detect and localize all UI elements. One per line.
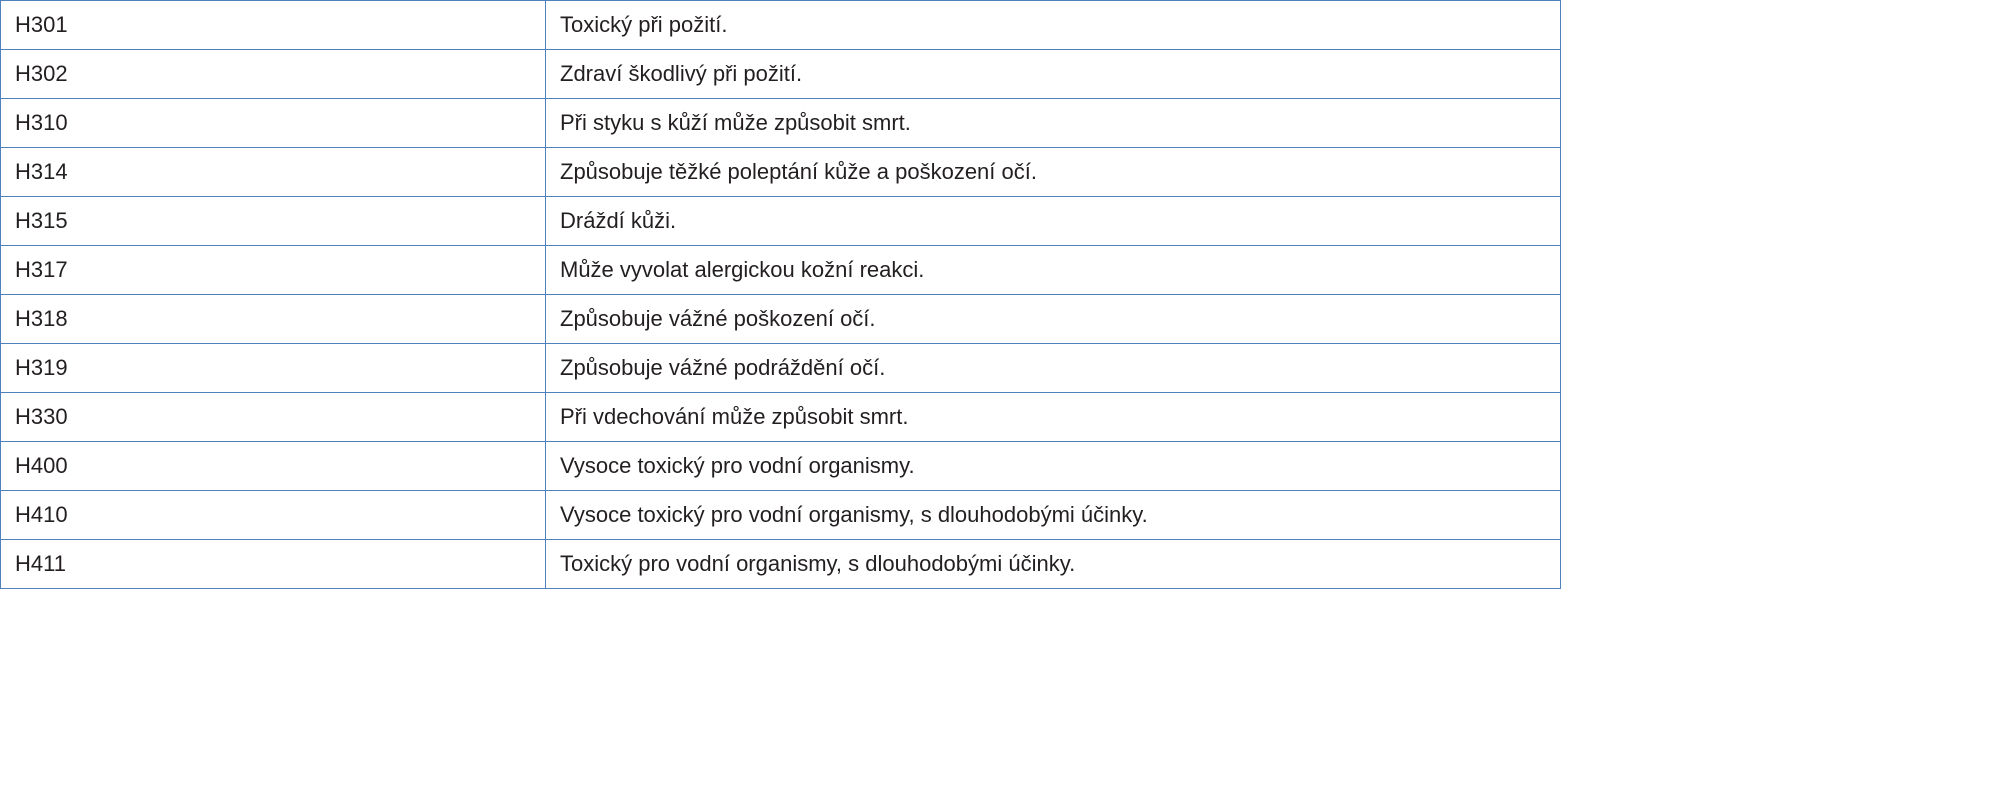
- table-row: [1, 393, 1561, 442]
- table-row: [1, 295, 1561, 344]
- table-row: [1, 197, 1561, 246]
- hazard-statement-cell: Zdraví škodlivý při požití.: [546, 50, 1561, 99]
- hazard-statement-cell: Toxický při požití.: [546, 1, 1561, 50]
- hazard-code-cell: H319: [1, 344, 546, 393]
- hazard-statement-cell: Může vyvolat alergickou kožní reakci.: [546, 246, 1561, 295]
- hazard-code-cell: H330: [1, 393, 546, 442]
- hazard-statement-cell: Způsobuje vážné poškození očí.: [546, 295, 1561, 344]
- hazard-code-cell: H411: [1, 540, 546, 589]
- hazard-statement-cell: Způsobuje těžké poleptání kůže a poškození očí.: [546, 148, 1561, 197]
- hazard-statement-cell: Při vdechování může způsobit smrt.: [546, 393, 1561, 442]
- hazard-statement-cell: Toxický pro vodní organismy, s dlouhodobými účinky.: [546, 540, 1561, 589]
- table-row: [1, 246, 1561, 295]
- table-row: [1, 1, 1561, 50]
- hazard-code-cell: H302: [1, 50, 546, 99]
- table-row: [1, 148, 1561, 197]
- table-row: [1, 50, 1561, 99]
- table-body: [1, 1, 1561, 589]
- table-row: [1, 540, 1561, 589]
- hazard-statement-cell: Vysoce toxický pro vodní organismy.: [546, 442, 1561, 491]
- hazard-code-cell: H400: [1, 442, 546, 491]
- hazard-code-cell: H301: [1, 1, 546, 50]
- hazard-code-cell: H317: [1, 246, 546, 295]
- hazard-statement-cell: Při styku s kůží může způsobit smrt.: [546, 99, 1561, 148]
- hazard-code-cell: H310: [1, 99, 546, 148]
- hazard-code-cell: H318: [1, 295, 546, 344]
- table-row: [1, 344, 1561, 393]
- table-row: [1, 99, 1561, 148]
- hazard-statement-cell: Dráždí kůži.: [546, 197, 1561, 246]
- hazard-code-cell: H315: [1, 197, 546, 246]
- hazard-statement-cell: Vysoce toxický pro vodní organismy, s dlouhodobými účinky.: [546, 491, 1561, 540]
- hazard-code-cell: H314: [1, 148, 546, 197]
- hazard-code-cell: H410: [1, 491, 546, 540]
- table-row: [1, 491, 1561, 540]
- hazard-statement-cell: Způsobuje vážné podráždění očí.: [546, 344, 1561, 393]
- table-row: [1, 442, 1561, 491]
